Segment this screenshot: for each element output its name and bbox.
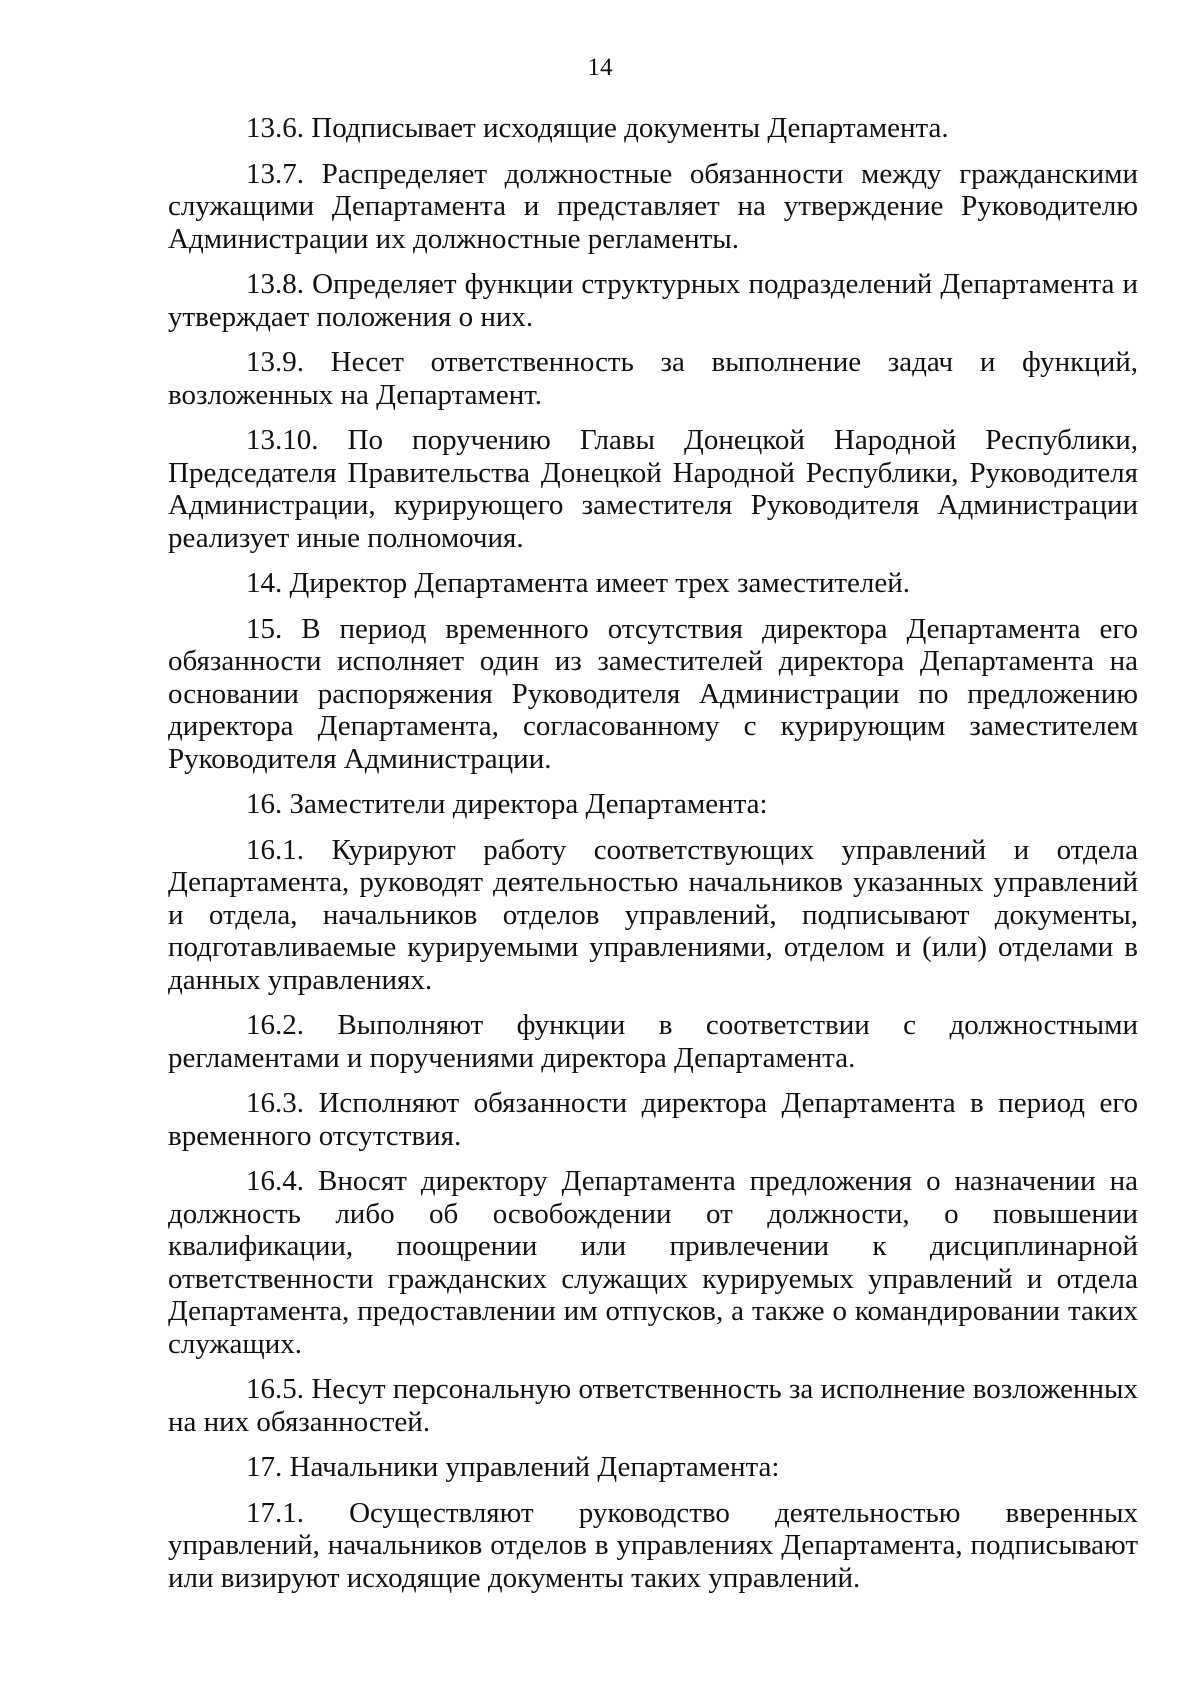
paragraph-14: 14. Директор Департамента имеет трех заместителей. bbox=[246, 567, 911, 599]
paragraph-16-4: 16.4. Вносят директору Департамента предложения о назначении на должность либо об освобождении от должности, о повышении квалификации, поощрении или привлечении к дисциплинарной ответственности гражданских служащих курируемых управлений и отдела Департамента, предоставлении им отпусков, а также о командировании таких служащих. bbox=[168, 1165, 1138, 1360]
paragraph-13-6: 13.6. Подписывает исходящие документы Департамента. bbox=[246, 112, 949, 144]
paragraph-16-3: 16.3. Исполняют обязанности директора Департамента в период его временного отсутствия. bbox=[168, 1087, 1138, 1152]
paragraph-15: 15. В период временного отсутствия директора Департамента его обязанности исполняет один из заместителей директора Департамента на основании распоряжения Руководителя Администрации по предложению директора Департамента, согласованному с курирующим заместителем Руководителя Администрации. bbox=[168, 612, 1138, 775]
paragraph-16-5: 16.5. Несут персональную ответственность за исполнение возложенных на них обязанностей. bbox=[168, 1373, 1138, 1438]
page-number: 14 bbox=[587, 54, 613, 81]
paragraph-16-2: 16.2. Выполняют функции в соответствии с должностными регламентами и поручениями директора Департамента. bbox=[168, 1009, 1138, 1074]
paragraph-13-9: 13.9. Несет ответственность за выполнение задач и функций, возложенных на Департамент. bbox=[168, 346, 1138, 411]
paragraph-13-7: 13.7. Распределяет должностные обязанности между гражданскими служащими Департамента и представляет на утверждение Руководителю Администрации их должностные регламенты. bbox=[168, 157, 1138, 255]
paragraph-16: 16. Заместители директора Департамента: bbox=[246, 788, 768, 820]
document-body bbox=[168, 112, 1138, 1607]
paragraph-17: 17. Начальники управлений Департамента: bbox=[246, 1451, 780, 1483]
paragraph-17-1: 17.1. Осуществляют руководство деятельностью вверенных управлений, начальников отделов в управлениях Департамента, подписывают или визируют исходящие документы таких управлений. bbox=[168, 1496, 1138, 1594]
paragraph-16-1: 16.1. Курируют работу соответствующих управлений и отдела Департамента, руководят деятельностью начальников указанных управлений и отдела, начальников отделов управлений, подписывают документы, подготавливаемые курируемыми управлениями, отделом и (или) отделами в данных управлениях. bbox=[168, 833, 1138, 996]
paragraph-13-10: 13.10. По поручению Главы Донецкой Народной Республики, Председателя Правительства Донецкой Народной Республики, Руководителя Администрации, курирующего заместителя Руководителя Администрации реализует иные полномочия. bbox=[168, 424, 1138, 554]
paragraph-13-8: 13.8. Определяет функции структурных подразделений Департамента и утверждает положения о них. bbox=[168, 268, 1138, 333]
